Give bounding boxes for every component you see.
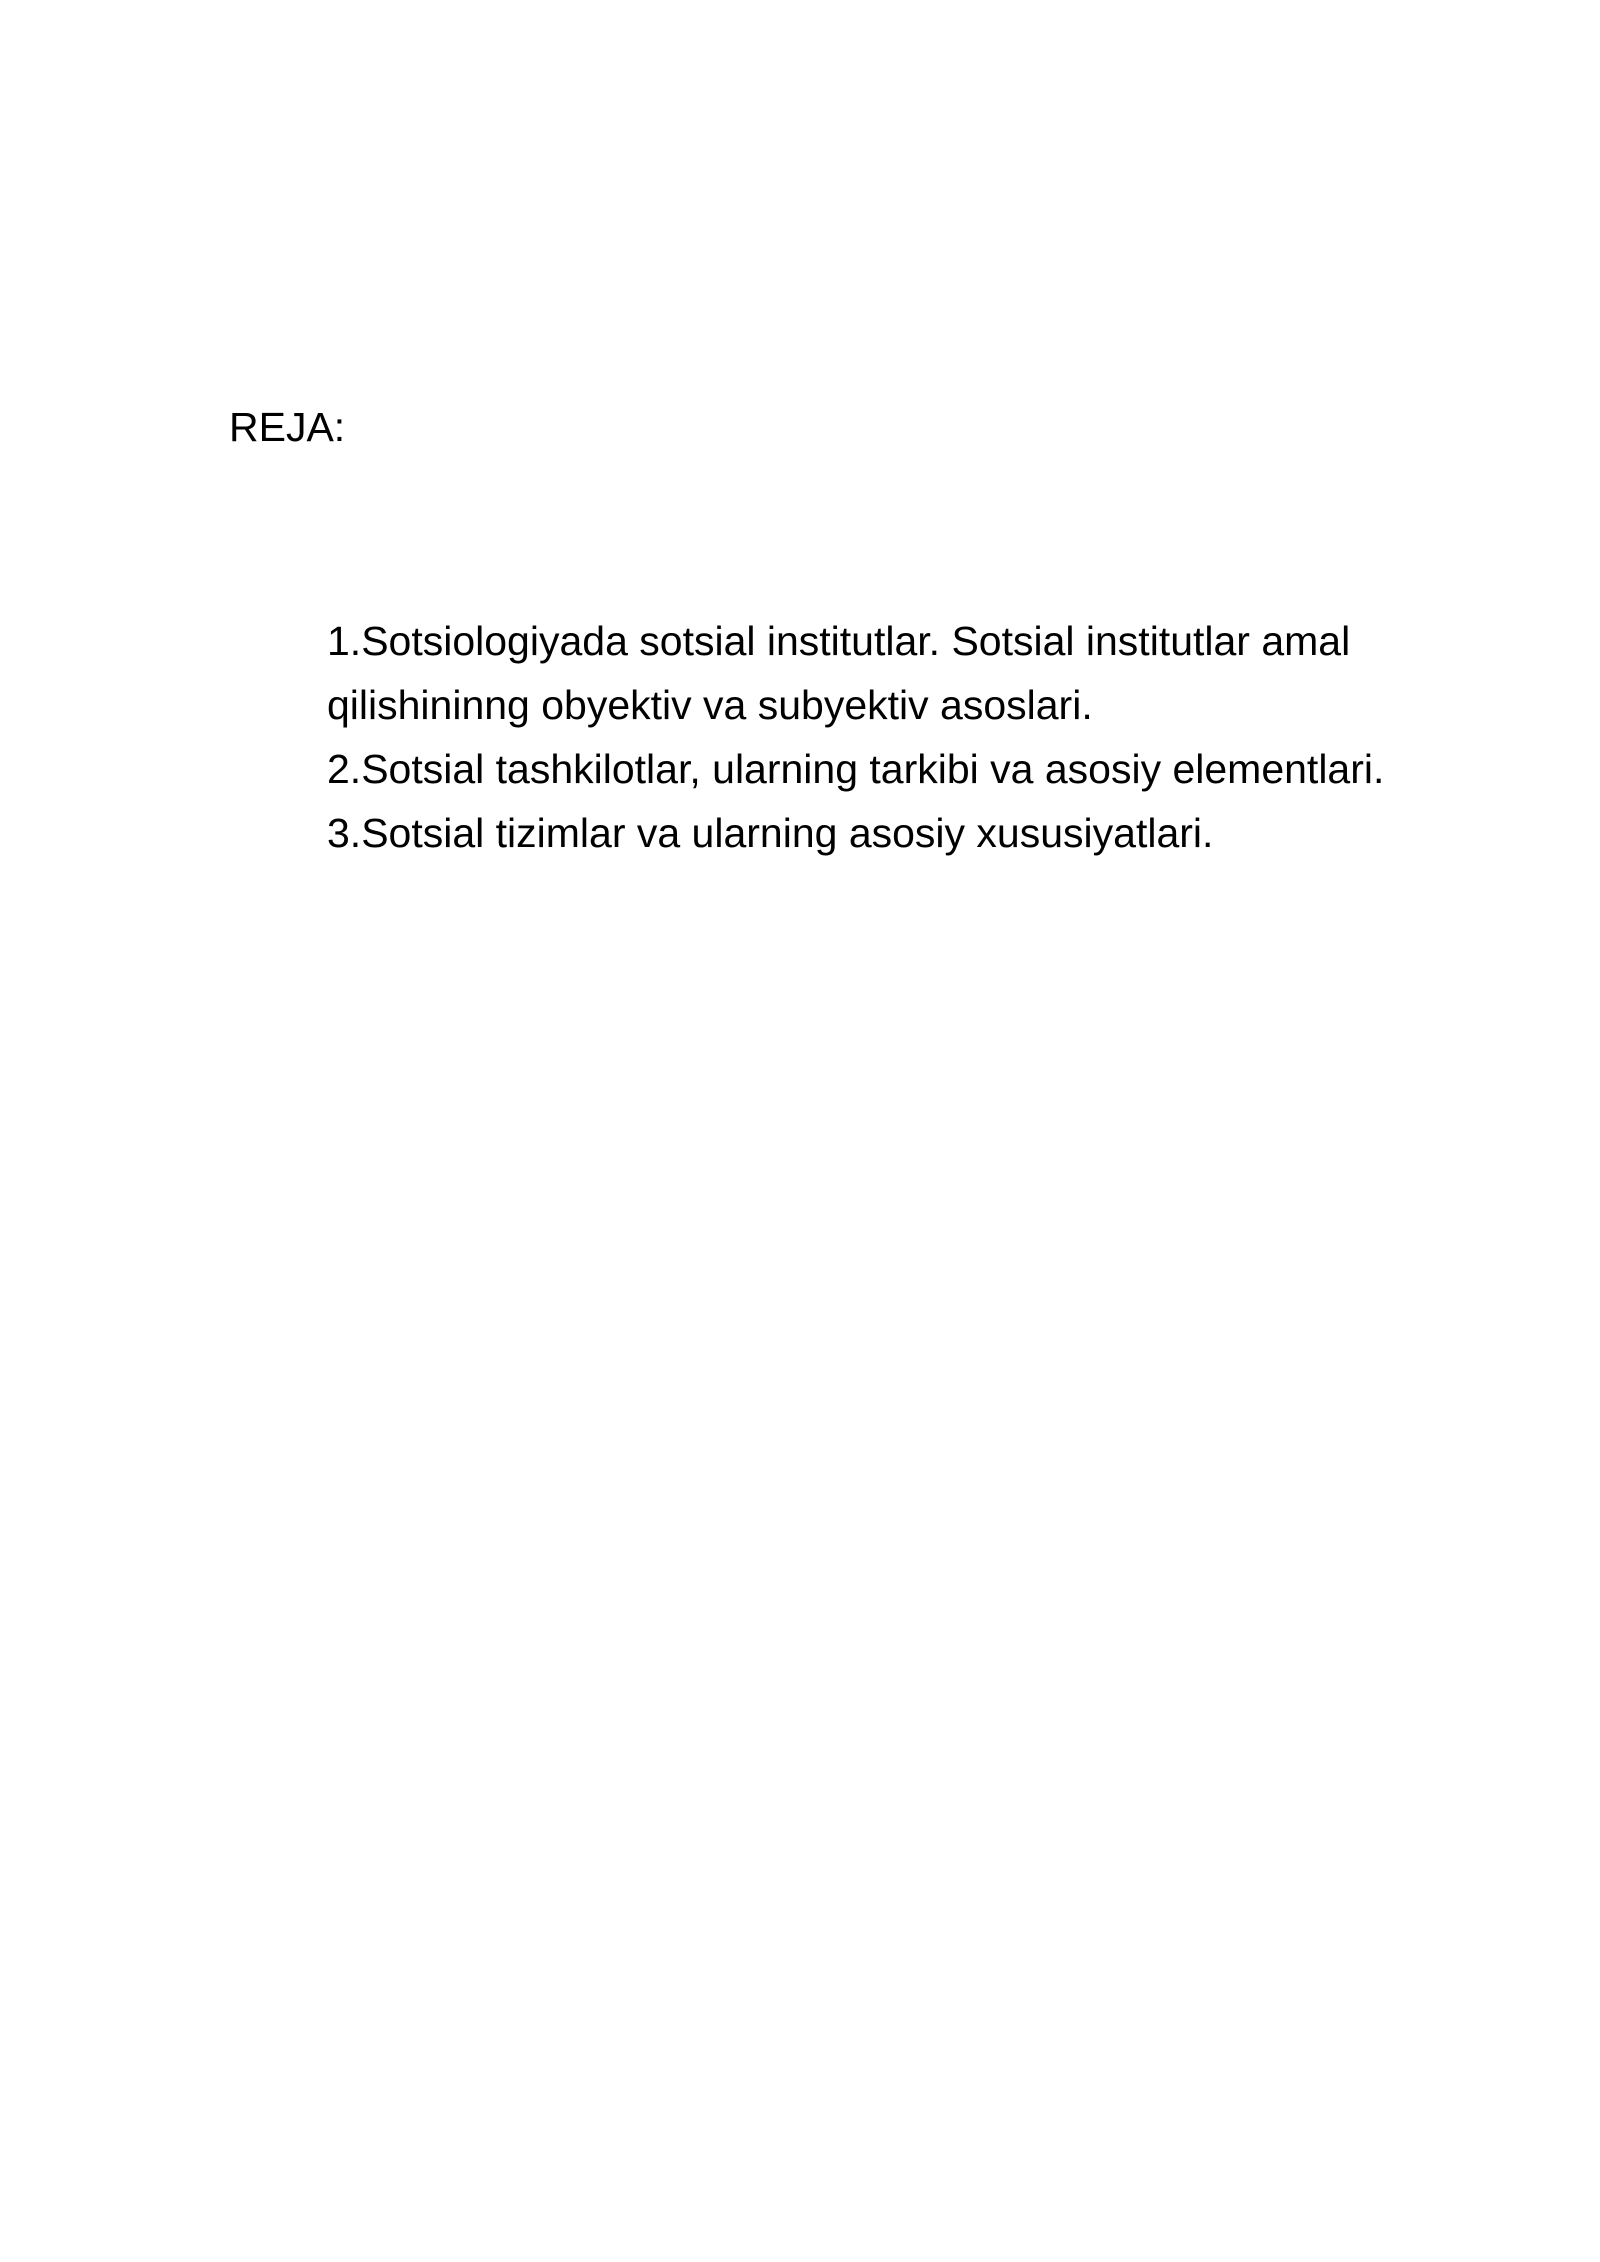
plan-item-1: 1.Sotsiologiyada sotsial institutlar. Sotsial institutlar amal qilishininng obyektiv va subyektiv asoslari. xyxy=(327,618,1351,728)
plan-item-2: 2.Sotsial tashkilotlar, ularning tarkibi va asosiy elementlari. xyxy=(327,746,1385,792)
plan-item-3: 3.Sotsial tizimlar va ularning asosiy xususiyatlari. xyxy=(327,810,1214,856)
plan-heading: REJA: xyxy=(229,404,346,450)
plan-list xyxy=(327,609,1517,865)
